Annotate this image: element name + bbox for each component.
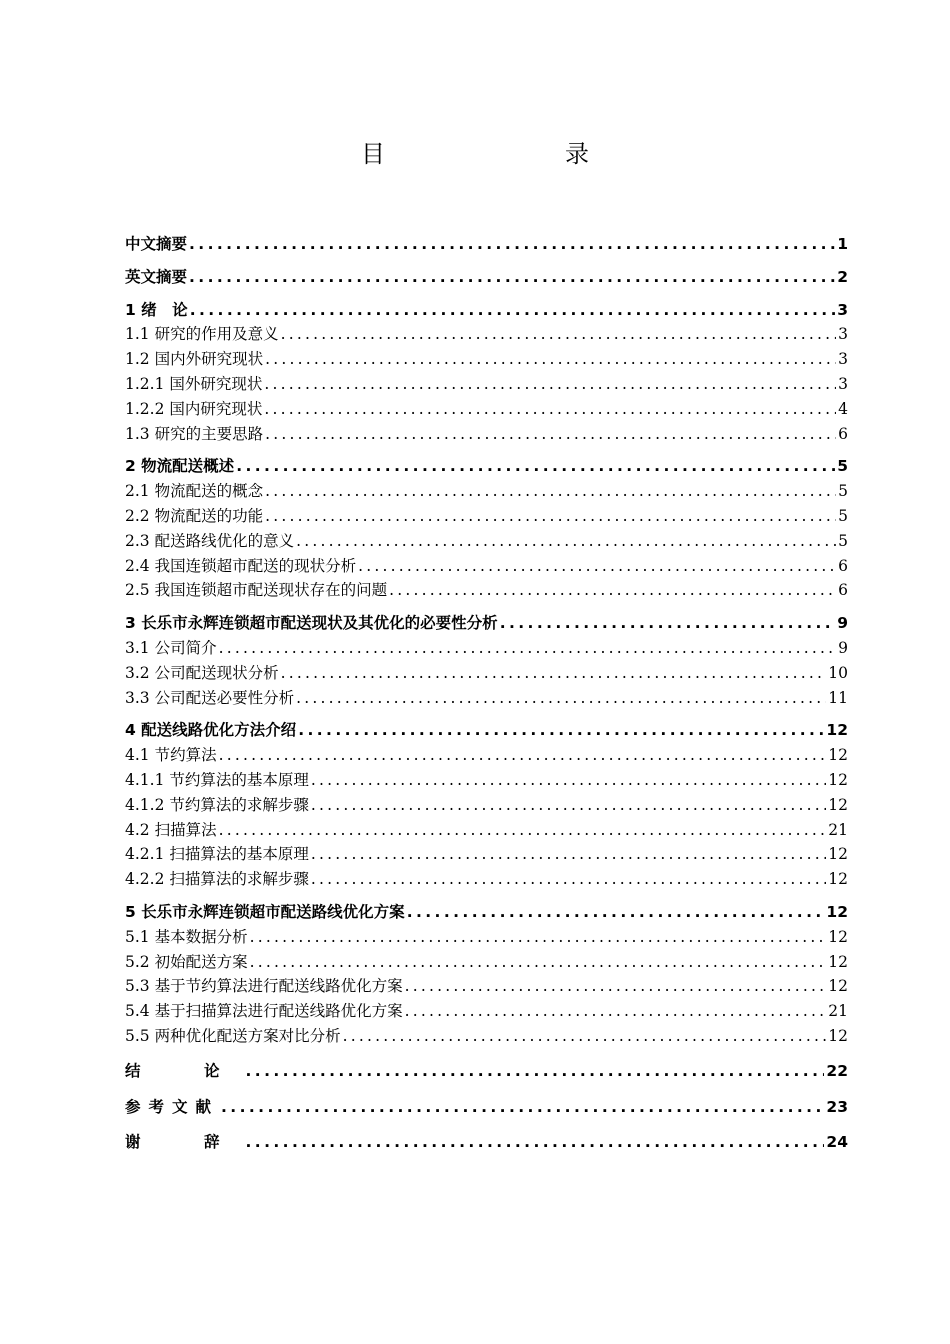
toc-entry[interactable] <box>125 479 848 504</box>
toc-entry[interactable] <box>125 718 848 743</box>
toc-entry-page-number: 12 <box>828 845 848 864</box>
toc-entry-page-number: 5 <box>838 482 848 501</box>
toc-entry[interactable] <box>125 900 848 925</box>
toc-entry-page-number: 11 <box>828 688 848 707</box>
toc-leader-dots <box>219 636 837 661</box>
toc-leader-dots <box>296 686 826 711</box>
toc-leader-dots <box>250 925 827 950</box>
toc-entry-label: 2.2 物流配送的功能 <box>125 506 264 525</box>
toc-entry-page-number: 3 <box>838 374 848 393</box>
toc-entry-page-number: 5 <box>837 457 848 476</box>
toc-entry-page-number: 6 <box>838 556 848 575</box>
toc-entry[interactable] <box>125 686 848 711</box>
toc-entry-label: 4.2 扫描算法 <box>125 820 217 839</box>
toc-leader-dots <box>311 768 826 793</box>
toc-leader-dots <box>246 1058 825 1084</box>
toc-leader-dots <box>221 1094 824 1120</box>
toc-leader-dots <box>298 718 824 743</box>
toc-entry-label: 2.3 配送路线优化的意义 <box>125 531 295 550</box>
toc-leader-dots <box>246 1129 825 1155</box>
toc-entry-page-number: 12 <box>828 795 848 814</box>
toc-entry[interactable] <box>125 298 848 323</box>
toc-leader-dots <box>407 900 825 925</box>
toc-entry-label: 3.2 公司配送现状分析 <box>125 663 279 682</box>
toc-entry[interactable] <box>125 397 848 422</box>
toc-leader-dots <box>311 867 826 892</box>
toc-entry-page-number: 9 <box>838 638 848 657</box>
toc-entry-page-number: 21 <box>828 1002 848 1021</box>
toc-leader-dots <box>264 372 836 397</box>
toc-entry-label: 3.3 公司配送必要性分析 <box>125 688 295 707</box>
toc-leader-dots <box>358 554 836 579</box>
toc-entry-label: 5.4 基于扫描算法进行配送线路优化方案 <box>125 1002 403 1021</box>
toc-entry-label: 4.2.1 扫描算法的基本原理 <box>125 845 309 864</box>
toc-leader-dots <box>219 818 827 843</box>
toc-entry[interactable] <box>125 578 848 603</box>
toc-entry-label: 5.2 初始配送方案 <box>125 952 248 971</box>
toc-entry[interactable] <box>125 322 848 347</box>
toc-entry-page-number: 22 <box>826 1062 848 1081</box>
toc-entry-page-number: 9 <box>837 614 848 633</box>
toc-entry[interactable] <box>125 661 848 686</box>
toc-entry-label: 5.5 两种优化配送方案对比分析 <box>125 1026 341 1045</box>
toc-entry-label: 英文摘要 <box>125 267 188 286</box>
toc-leader-dots <box>189 265 835 290</box>
toc-leader-dots <box>265 422 836 447</box>
toc-entry-page-number: 12 <box>828 870 848 889</box>
toc-entry-label: 中文摘要 <box>125 235 188 253</box>
toc-leader-dots <box>405 999 827 1024</box>
toc-leader-dots <box>236 454 835 479</box>
toc-entry-label: 3.1 公司简介 <box>125 638 217 657</box>
toc-entry[interactable] <box>125 743 848 768</box>
toc-entry[interactable] <box>125 454 848 479</box>
toc-entry-label: 1.1 研究的作用及意义 <box>125 325 279 344</box>
toc-entry-label: 4.1 节约算法 <box>125 746 217 765</box>
toc-entry[interactable] <box>125 554 848 579</box>
toc-entry[interactable] <box>125 974 848 999</box>
toc-entry-page-number: 12 <box>826 721 848 740</box>
toc-entry[interactable] <box>125 793 848 818</box>
toc-entry-label: 1.3 研究的主要思路 <box>125 424 264 443</box>
toc-entry-page-number: 24 <box>826 1133 848 1152</box>
toc-entry-page-number: 23 <box>826 1097 848 1116</box>
toc-entry-page-number: 6 <box>838 581 848 600</box>
page-title: 目 录 <box>361 140 633 168</box>
toc-entry[interactable] <box>125 372 848 397</box>
toc-entry[interactable] <box>125 842 848 867</box>
toc-entry-page-number: 5 <box>838 506 848 525</box>
toc-entry-label: 4.1.2 节约算法的求解步骤 <box>125 795 309 814</box>
toc-entry[interactable] <box>125 1094 848 1120</box>
toc-leader-dots <box>405 974 827 999</box>
toc-leader-dots <box>189 232 835 257</box>
toc-entry-label: 2.4 我国连锁超市配送的现状分析 <box>125 556 357 575</box>
toc-entry[interactable] <box>125 950 848 975</box>
toc-entry-page-number: 3 <box>838 325 848 344</box>
toc-entry[interactable] <box>125 1058 848 1084</box>
toc-leader-dots <box>264 397 836 422</box>
toc-entry-page-number: 2 <box>837 267 848 286</box>
toc-leader-dots <box>343 1024 827 1049</box>
toc-entry-page-number: 12 <box>826 902 848 921</box>
toc-entry-page-number: 12 <box>828 927 848 946</box>
toc-leader-dots <box>281 322 837 347</box>
toc-entry[interactable] <box>125 422 848 447</box>
toc-leader-dots <box>296 529 836 554</box>
toc-entry-page-number: 12 <box>828 1026 848 1045</box>
toc-entry-label: 5 长乐市永辉连锁超市配送路线优化方案 <box>125 902 405 921</box>
toc-entry-label: 结 论 <box>125 1062 244 1081</box>
toc-entry[interactable] <box>125 347 848 372</box>
toc-leader-dots <box>265 347 836 372</box>
toc-leader-dots <box>250 950 827 975</box>
toc-entry-label: 1.2.1 国外研究现状 <box>125 374 263 393</box>
toc-entry-label: 4 配送线路优化方法介绍 <box>125 721 297 740</box>
toc-entry[interactable] <box>125 611 848 636</box>
toc-leader-dots <box>311 793 826 818</box>
toc-entry-label: 5.3 基于节约算法进行配送线路优化方案 <box>125 977 403 996</box>
toc-entry-label: 2 物流配送概述 <box>125 457 235 476</box>
toc-entry[interactable] <box>125 636 848 661</box>
toc-entry-page-number: 10 <box>828 663 848 682</box>
toc-entry-page-number: 12 <box>828 952 848 971</box>
toc-entry-label: 4.1.1 节约算法的基本原理 <box>125 770 309 789</box>
toc-leader-dots <box>311 842 826 867</box>
toc-leader-dots <box>389 578 836 603</box>
toc-entry[interactable] <box>125 504 848 529</box>
toc-entry-label: 3 长乐市永辉连锁超市配送现状及其优化的必要性分析 <box>125 614 498 633</box>
toc-entry-page-number: 3 <box>837 300 848 319</box>
table-of-contents <box>125 232 848 1155</box>
toc-entry[interactable] <box>125 529 848 554</box>
toc-entry-label: 谢 辞 <box>125 1133 244 1152</box>
toc-leader-dots <box>265 504 836 529</box>
toc-leader-dots <box>281 661 827 686</box>
toc-entry-label: 2.5 我国连锁超市配送现状存在的问题 <box>125 581 388 600</box>
toc-entry[interactable] <box>125 867 848 892</box>
toc-entry-page-number: 6 <box>838 424 848 443</box>
toc-entry-page-number: 12 <box>828 746 848 765</box>
toc-entry[interactable] <box>125 1129 848 1155</box>
toc-entry-page-number: 5 <box>838 531 848 550</box>
toc-entry-page-number: 4 <box>838 399 848 418</box>
toc-entry-page-number: 12 <box>828 977 848 996</box>
toc-entry[interactable] <box>125 1024 848 1049</box>
toc-entry-label: 参考文献 <box>125 1097 220 1116</box>
toc-leader-dots <box>219 743 827 768</box>
toc-entry-page-number: 1 <box>837 235 848 253</box>
toc-entry-page-number: 21 <box>828 820 848 839</box>
toc-entry[interactable] <box>125 818 848 843</box>
toc-entry[interactable] <box>125 925 848 950</box>
toc-leader-dots <box>500 611 836 636</box>
toc-entry-label: 1 绪 论 <box>125 300 188 319</box>
toc-leader-dots <box>190 298 836 323</box>
toc-entry-label: 5.1 基本数据分析 <box>125 927 248 946</box>
toc-entry[interactable] <box>125 768 848 793</box>
toc-entry-label: 1.2.2 国内研究现状 <box>125 399 263 418</box>
toc-entry[interactable] <box>125 265 848 290</box>
toc-entry-label: 4.2.2 扫描算法的求解步骤 <box>125 870 309 889</box>
toc-entry[interactable] <box>125 999 848 1024</box>
toc-leader-dots <box>265 479 836 504</box>
toc-entry-page-number: 3 <box>838 350 848 369</box>
toc-entry[interactable] <box>125 232 848 257</box>
toc-entry-page-number: 12 <box>828 770 848 789</box>
toc-entry-label: 1.2 国内外研究现状 <box>125 350 264 369</box>
toc-entry-label: 2.1 物流配送的概念 <box>125 482 264 501</box>
